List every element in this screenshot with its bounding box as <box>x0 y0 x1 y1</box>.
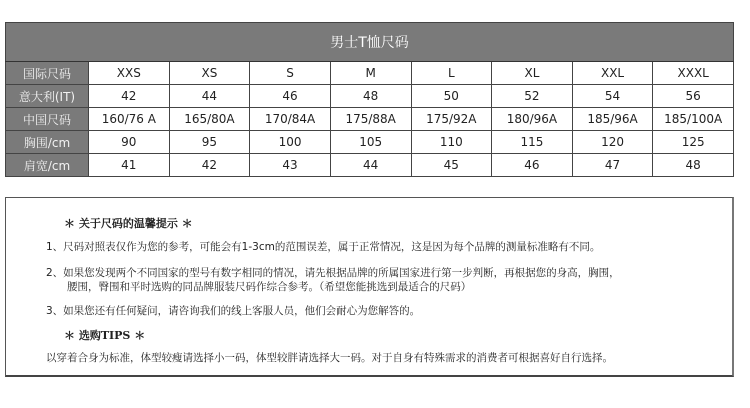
table-cell: 185/96A <box>572 108 653 131</box>
table-cell: 46 <box>250 85 331 108</box>
table-cell: 48 <box>330 85 411 108</box>
table-cell: 50 <box>411 85 492 108</box>
table-cell: 110 <box>411 131 492 154</box>
table-cell: 41 <box>89 154 170 177</box>
table-cell: 90 <box>89 131 170 154</box>
table-cell: 42 <box>89 85 170 108</box>
row-label: 肩宽/cm <box>6 154 89 177</box>
table-cell: 175/92A <box>411 108 492 131</box>
table-cell: 175/88A <box>330 108 411 131</box>
note-item-3: 3、如果您还有任何疑问，请咨询我们的线上客服人员，他们会耐心为您解答的。 <box>46 305 421 317</box>
table-cell: 45 <box>411 154 492 177</box>
table-cell: M <box>330 62 411 85</box>
table-cell: 165/80A <box>169 108 250 131</box>
table-cell: 95 <box>169 131 250 154</box>
table-cell: 46 <box>492 154 573 177</box>
note-item-1: 1、尺码对照表仅作为您的参考，可能会有1-3cm的范围误差，属于正常情况，这是因为每个品牌的测量标准略有不同。 <box>46 241 601 253</box>
table-cell: 44 <box>330 154 411 177</box>
table-title: 男士T恤尺码 <box>6 23 734 62</box>
title-row <box>6 23 734 62</box>
table-cell: 43 <box>250 154 331 177</box>
note-item-2-line-2: 腰围，臀围和平时选购的同品牌服装尺码作综合参考。（希望您能挑选到最适合的尺码） <box>67 281 472 293</box>
table-cell: 42 <box>169 154 250 177</box>
table-cell: XXXL <box>653 62 734 85</box>
table-cell: 100 <box>250 131 331 154</box>
table-cell: L <box>411 62 492 85</box>
table-cell: 160/76 A <box>89 108 170 131</box>
table-cell: XXL <box>572 62 653 85</box>
table-cell: 180/96A <box>492 108 573 131</box>
table-row-shoulder <box>6 154 734 177</box>
table-row-italy-size <box>6 85 734 108</box>
table-cell: XL <box>492 62 573 85</box>
table-cell: 105 <box>330 131 411 154</box>
table-cell: 125 <box>653 131 734 154</box>
table-cell: 44 <box>169 85 250 108</box>
table-cell: 48 <box>653 154 734 177</box>
size-chart-table <box>5 22 734 177</box>
table-cell: XXS <box>89 62 170 85</box>
row-label: 国际尺码 <box>6 62 89 85</box>
table-cell: 185/100A <box>653 108 734 131</box>
table-cell: 47 <box>572 154 653 177</box>
size-tips-heading: ＊ 关于尺码的温馨提示 ＊ <box>64 217 193 230</box>
table-cell: S <box>250 62 331 85</box>
table-row-chest <box>6 131 734 154</box>
table-cell: XS <box>169 62 250 85</box>
table-cell: 54 <box>572 85 653 108</box>
note-item-2-line-1: 2、如果您发现两个不同国家的型号有数字相同的情况，请先根据品牌的所属国家进行第一步判断，再根据您的身高，胸围， <box>46 267 620 279</box>
table-cell: 170/84A <box>250 108 331 131</box>
table-row-intl-size <box>6 62 734 85</box>
shopping-tips-heading: ＊ 选购TIPS ＊ <box>64 329 146 342</box>
row-label: 胸围/cm <box>6 131 89 154</box>
table-cell: 120 <box>572 131 653 154</box>
table-cell: 115 <box>492 131 573 154</box>
table-cell: 52 <box>492 85 573 108</box>
row-label: 意大利(IT) <box>6 85 89 108</box>
shopping-tips-text: 以穿着合身为标准，体型较瘦请选择小一码，体型较胖请选择大一码。对于自身有特殊需求的消费者可根据喜好自行选择。 <box>46 352 613 364</box>
table-cell: 56 <box>653 85 734 108</box>
size-notes-box <box>5 197 734 377</box>
row-label: 中国尺码 <box>6 108 89 131</box>
table-row-china-size <box>6 108 734 131</box>
